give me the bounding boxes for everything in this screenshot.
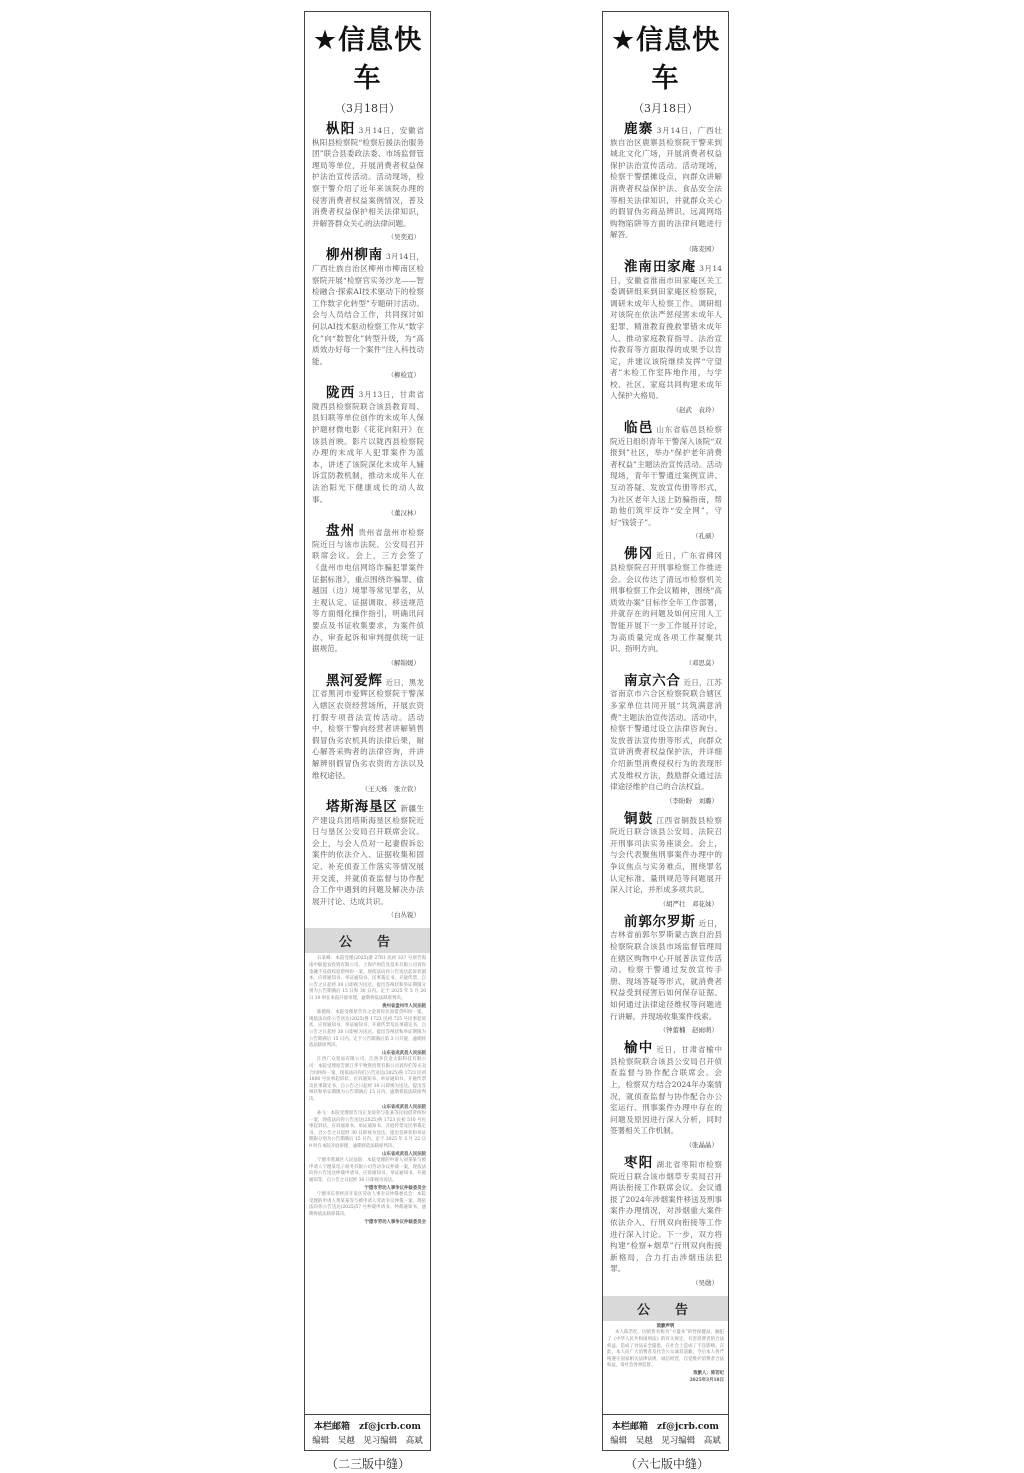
notice-body bbox=[305, 953, 430, 1229]
column-date: （3月18日） bbox=[633, 102, 698, 115]
news-item bbox=[610, 258, 722, 415]
notice-body bbox=[603, 1321, 728, 1387]
notice-paragraph: 宁德市东侨经济开发区劳动人事争议仲裁委员会：本院受理的申请人黄某某等与被申请人劳动争议仲裁一案，现依法向你公告送达(2025)57 号仲裁申请书、仲裁通知书，逾期将依法缺席裁决。 bbox=[309, 1192, 426, 1217]
notice-paragraph: 孙飞：本院受理原告司正龙诉你与张某等民间借贷纠纷一案，现依法向你公告送达(2025)鲁 1723 民初 510 号民事起诉状、应诉通知书、举证通知书、开庭传票及民事裁定书，自公告之日起经 30 日即视为送达。提出答辩状和举证期限分别为公告期满后 15 日内。定于 2025 年 5 月 22 日 9 时在本院开庭审理，逾期将依法缺席判决。 bbox=[309, 1111, 426, 1150]
news-author: （王天烁 张立钦） bbox=[361, 785, 420, 794]
news-text: 近日，黑龙江省黑河市爱辉区检察院干警深入辖区农资经营场所，开展农资打假专项普法宣传活动。活动中，检察干警向经营者讲解销售假冒伪劣农机具的法律后果，耐心解答采购者的法律咨询，并讲解辨别假冒伪劣农资的方法以及维权途径。 bbox=[312, 677, 424, 780]
column-editors: 编辑 吴越 见习编辑 高斌 bbox=[610, 1436, 721, 1446]
notice-signer: 致歉人：陈若纪 bbox=[693, 1371, 724, 1377]
news-author: （邓思莫） bbox=[685, 658, 718, 667]
notice-signer: 宁德市劳动人事争议仲裁委员会 bbox=[364, 1219, 426, 1225]
news-item bbox=[610, 420, 723, 541]
news-item bbox=[610, 810, 723, 908]
notice-signer: 贵州省盘州市人民法院 bbox=[382, 1003, 426, 1009]
column-caption: （六七版中缝） bbox=[624, 1457, 709, 1471]
news-place: 鹿寨 bbox=[624, 121, 654, 137]
news-item bbox=[312, 385, 424, 518]
news-item bbox=[312, 672, 424, 794]
news-place: 铜鼓 bbox=[624, 810, 654, 827]
column-footer bbox=[603, 1414, 728, 1450]
news-author: （张晶晶） bbox=[685, 1140, 718, 1149]
news-place: 陇西 bbox=[326, 385, 356, 402]
news-text: 湖北省枣阳市检察院近日联合该市烟草专卖局召开两法衔接工作联席会议。会议通报了2024年涉烟案件移送及刑事案件办理情况，对涉烟重大案件依法介入、行刑双向衔接等工作进行深入讨论。下一步，双方将构建“检察+烟草”行刑双向衔接新格局，合力打击涉烟违法犯罪。 bbox=[610, 1159, 723, 1274]
news-text: 近日，甘肃省榆中县检察院联合该县公安局召开侦查监督与协作配合联席会。会上，检察双方结合2024年办案情况，就侦查监督与协作配合办公室运行、刑事案件办理中存在的问题及原因进行深入分析，同时签署相关工作机制。 bbox=[610, 1045, 723, 1136]
news-item bbox=[312, 121, 424, 242]
notice-paragraph: 石某峰：本院受理(2025)浙 2781 民初 337 号原告海南中联盈农投资有限公司、上海庐州信息技术有限公司诉你金融不良债权追偿纠纷一案，现依法向你公告送达起诉状副本、应诉通知书、举证通知书、民事裁定书、开庭传票。自公告之日起经 30 日即视为送达。提出答辩状和举证期限分别为公告期满后 15 日和 30 日内。定于 2025 年 5 月 20 日 10 时在本院开庭审理，逾期将依法缺席判决。 bbox=[309, 956, 426, 1001]
news-item bbox=[312, 523, 425, 667]
news-author: （钟蕾楠 赵雨萌） bbox=[659, 1026, 718, 1035]
news-place: 佛冈 bbox=[624, 546, 654, 563]
notice-signer: 山东省成武县人民法院 bbox=[382, 1151, 426, 1157]
news-text: 贵州省盘州市检察院近日与该市法院、公安局召开联席会议。会上，三方会签了《盘州市电信网络诈骗犯罪案件证据标准》，重点围绕诈骗罪、偷越国（边）境罪等常见罪名，从主观认定、证据调取、移送规范等方面细化操作指引，明确讯问要点及书证收集要求，为案件侦办、审查起诉和审判提供统一证据规范。 bbox=[312, 528, 425, 654]
column-caption: （二三版中缝） bbox=[325, 1457, 410, 1471]
news-text: 近日，广东省佛冈县检察院召开刑事检察工作推进会。会议传达了清远市检察机关刑事检察工作会议精神，围绕“高质效办案”目标作全年工作部署，并就存在的问题及如何应用人工智能开展下一步工作展开讨论，为高质量完成各项工作凝聚共识、指明方向。 bbox=[610, 551, 723, 654]
news-text: 3月14日，广西壮族自治区鹿寨县检察院干警来到城北文化广场，开展消费者权益保护法治宣传活动。活动现场，检察干警摆摊设点，向群众讲解消费者权益保护法、食品安全法等相关法律知识，并就群众关心的假冒伪劣商品辨识、远离网络购物陷阱等方面的法律问题进行解答。 bbox=[610, 126, 722, 240]
news-place: 淮南田家庵 bbox=[624, 258, 697, 275]
news-place: 枣阳 bbox=[624, 1154, 654, 1171]
news-place: 枞阳 bbox=[326, 121, 356, 137]
news-item bbox=[610, 913, 723, 1035]
news-author: （柳检宣） bbox=[387, 371, 420, 380]
news-text: 3月14日，安徽省枞阳县检察院“检察后援法治服务团”联合县委政法委、市场监督管理局等单位，开展消费者权益保护法治宣传活动。活动现场，检察干警介绍了近年来该院办理的侵害消费者权益案例情况，普及消费者权益保护相关法律知识，并解答群众关心的法律问题。 bbox=[312, 126, 424, 228]
news-place: 榆中 bbox=[624, 1040, 654, 1057]
news-place: 临邑 bbox=[624, 420, 654, 437]
masthead bbox=[305, 12, 430, 116]
news-place: 黑河爱辉 bbox=[326, 672, 383, 689]
news-author: （吴奕追） bbox=[387, 233, 420, 242]
notice-signer: 山东省成武县人民法院 bbox=[382, 1104, 426, 1110]
notice-paragraph: 江西广众贸易有限公司、江西李氏金太阳科技有限公司：本院受理原告浙江华宇物资投资有限公司诉你们等买卖合同纠纷一案，现依法向你们公告送达(2025)鲁 1723 民初 1806 号民事起诉状、应诉通知书、举证通知书、开庭传票及民事裁定书，自公告之日起经 30 日即视为送达。提出答辩状和举证期限为公告期满后 15 日内。逾期将依法缺席判决。 bbox=[309, 1057, 426, 1102]
column-footer bbox=[305, 1414, 430, 1450]
news-author: （董汉林） bbox=[387, 509, 420, 518]
news-column-left bbox=[304, 11, 431, 1451]
masthead bbox=[603, 12, 728, 116]
news-author: （赵武 袁玲） bbox=[672, 406, 718, 415]
news-column-right bbox=[602, 11, 729, 1451]
notice-paragraph: 陈德海：本院受理原告许之金诉你民间借贷纠纷一案，现依法向你公告送达(2025)鲁 1723 民初 725 号民事起诉状、应诉通知书、举证通知书、开庭传票及民事裁定书，自公告之日起经 30 日即视为送达。提出答辩状和举证期限为公告期满后 15 日内。定于公告期满后第 3 日开庭，逾期将依法缺席判决。 bbox=[309, 1010, 426, 1049]
notice-signer: 宁德市劳动人事争议仲裁委员会 bbox=[364, 1185, 426, 1191]
news-place: 柳州柳南 bbox=[326, 247, 383, 264]
notice-header: 公 告 bbox=[603, 1296, 728, 1321]
column-email: 本栏邮箱 zf@jcrb.com bbox=[612, 1422, 719, 1432]
news-text: 3月14日，广西壮族自治区柳州市柳南区检察院开展“检察官实务沙龙——智检融合·探索AI技术驱动下的检察工作数字化转型”专题研讨活动。会与人员结合工作，共同探讨如何以AI技术驱动检察工作从“数字化”向“数智化”转型升级，为“高质效办好每一个案件”注入科技动能。 bbox=[312, 252, 424, 366]
news-place: 塔斯海垦区 bbox=[326, 799, 398, 816]
news-text: 山东省临邑县检察院近日组织青年干警深入该院“双报到”社区，举办“保护老年消费者权益”主题法治宣传活动。活动现场，青年干警通过案例宣讲、互动答疑、发放宣传册等形式，为社区老年人送上防骗指南，帮助他们筑牢反诈“安全网”，守好“钱袋子”。 bbox=[610, 425, 723, 527]
news-place: 前郭尔罗斯 bbox=[624, 913, 696, 930]
news-text: 近日，吉林省前郭尔罗斯蒙古族自治县检察院联合该县市场监督管理局在辖区购物中心开展普法宣传活动。检察干警通过发放宣传手册、现场答疑等形式，就消费者权益受到侵害后如何保存证据、如何通过法律途径维权等问题进行讲解，并现场收集案件线索。 bbox=[610, 918, 723, 1021]
column-title: ★信息快车 bbox=[610, 25, 721, 94]
news-item bbox=[610, 672, 722, 805]
news-text: 近日，江苏省南京市六合区检察院联合辖区多家单位共同开展“共筑满意消费”主题法治宣传活动。活动中，检察干警通过设立法律咨询台、发放普法宣传册等形式，向群众宣讲消费者权益保护法，并详细介绍新型消费侵权行为的表现形式及维权方法，鼓励群众通过法律途径维护自己的合法权益。 bbox=[610, 677, 722, 792]
news-text: 3月14日，安徽省淮南市田家庵区关工委调研组来到田家庵区检察院，调研未成年人检察工作。调研组对该院在依法严惩侵害未成年人犯罪、精准教育挽救罪错未成年人、推动家庭教育指导、法治宣传教育等方面取得的成果予以肯定，并建议该院继续发挥“守望者”未检工作室阵地作用，与学校、社区、家庭共同构建未成年人保护大格局。 bbox=[610, 263, 722, 401]
news-text: 新疆生产建设兵团塔斯海垦区检察院近日与垦区公安局召开联席会议。会上，与会人员对一起妻假诉讼案件的依法介入、证据收集和固定、补充侦查工作落实等情况展开交流，并就侦查监督与协作配合工作中遇到的问题及解决办法展开讨论、达成共识。 bbox=[312, 804, 425, 906]
news-place: 南京六合 bbox=[624, 672, 681, 689]
news-item bbox=[312, 247, 424, 380]
news-text: 3月13日，甘肃省陇西县检察院联合该县教育局、县妇联等单位创作的未成年人保护题材微电影《花花向阳开》在该县首映。影片以陇西县检察院办理的未成年人犯罪案件为蓝本，讲述了该院深化未成年人辅诉宣防教机制，推动未成年人在法治阳光下健康成长的动人故事。 bbox=[312, 390, 424, 504]
notice-paragraph: 宁德市蕉城区人民法院：本院受理的申请人刘某某与被申请人宁德某电子商务有限公司劳动争议仲裁一案，现依法向你公告送达仲裁申请书、应诉通知书、举证通知书、开庭通知等，自公告之日起经 30 日即视为送达。 bbox=[309, 1158, 426, 1184]
notice-date: 2025年3月18日 bbox=[689, 1377, 724, 1383]
news-item bbox=[610, 1154, 723, 1287]
notice-signer: 山东省成武县人民法院 bbox=[382, 1050, 426, 1056]
news-item bbox=[312, 799, 425, 920]
news-place: 盘州 bbox=[326, 523, 356, 540]
notice-title: 致歉声明 bbox=[656, 1323, 675, 1329]
column-email: 本栏邮箱 zf@jcrb.com bbox=[314, 1422, 421, 1432]
news-text: 江西省铜鼓县检察院近日联合该县公安局、法院召开刑事司法实务座谈会。会上，与会代表聚焦刑事案件办理中的争议焦点与实务难点，围绕罪名认定标准、量刑规范等问题展开深入讨论，并形成多项共识。 bbox=[610, 815, 723, 895]
notice-paragraph: 本人陈若纪，因销售名称为“方盛本”的性保健品，触犯了《中华人民共和国刑法》的有关规定，有害消费者的合法权益，造成了食品安全隐患，在社会上造成了不良影响。在此，本人向广大消费者及社会公众诚恳道歉，今后本人将严格遵守国家相关法律法规，诚信经营，自觉维护消费者合法权益，请社会各界监督。 bbox=[607, 1330, 724, 1369]
news-author: （白丛锐） bbox=[387, 911, 420, 920]
notice-header: 公 告 bbox=[305, 928, 430, 953]
news-author: （胡严壮 邓花妹） bbox=[659, 899, 718, 908]
column-date: （3月18日） bbox=[335, 102, 400, 115]
news-author: （孔硕） bbox=[692, 532, 718, 541]
news-author: （吴勋） bbox=[692, 1278, 718, 1287]
news-item bbox=[610, 1040, 723, 1149]
news-item bbox=[610, 121, 722, 253]
news-author: （陈麦园） bbox=[685, 244, 718, 253]
column-editors: 编辑 吴越 见习编辑 高斌 bbox=[312, 1436, 423, 1446]
news-author: （李盼盼 刘璐） bbox=[666, 796, 718, 805]
column-title: ★信息快车 bbox=[312, 25, 423, 94]
news-item bbox=[610, 546, 723, 667]
news-author: （解锦媛） bbox=[387, 658, 420, 667]
